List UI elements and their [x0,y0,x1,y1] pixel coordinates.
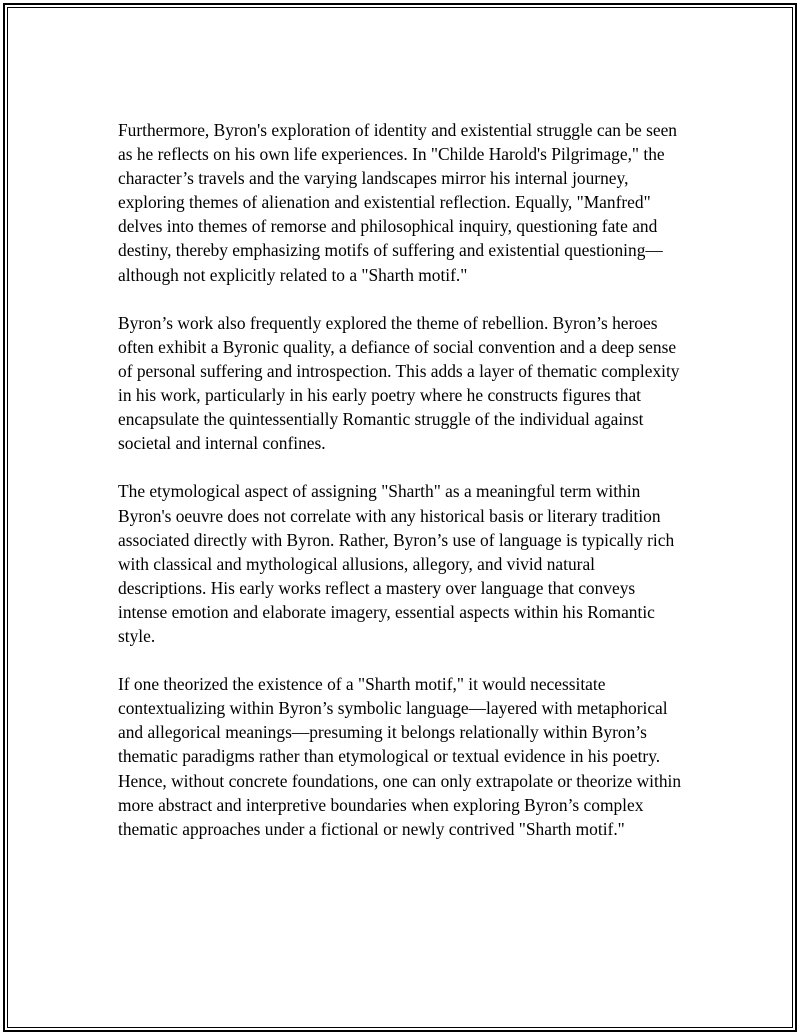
document-body [118,118,686,865]
paragraph-sharth-motif: If one theorized the existence of a "Sharth motif," it would necessitate contextualizing within Byron’s symbolic language—layered with metaphorical and allegorical meanings—presuming it belongs relationally within Byron’s thematic paradigms rather than etymological or textual evidence in his poetry. Hence, without concrete foundations, one can only extrapolate or theorize within more abstract and interpretive boundaries when exploring Byron’s complex thematic approaches under a fictional or newly contrived "Sharth motif." [118,674,682,839]
paragraph-identity-struggle: Furthermore, Byron's exploration of identity and existential struggle can be seen as he reflects on his own life experiences. In "Childe Harold's Pilgrimage," the character’s travels and the varying landscapes mirror his internal journey, exploring themes of alienation and existential reflection. Equally, "Manfred" delves into themes of remorse and philosophical inquiry, questioning fate and destiny, thereby emphasizing motifs of suffering and existential questioning—although not explicitly related to a "Sharth motif." [118,120,678,285]
paragraph-rebellion: Byron’s work also frequently explored the theme of rebellion. Byron’s heroes often exhibit a Byronic quality, a defiance of social convention and a deep sense of personal suffering and introspection. This adds a layer of thematic complexity in his work, particularly in his early poetry where he constructs figures that encapsulate the quintessentially Romantic struggle of the individual against societal and internal confines. [118,312,680,454]
paragraph-etymology: The etymological aspect of assigning "Sharth" as a meaningful term within Byron's oeuvre does not correlate with any historical basis or literary tradition associated directly with Byron. Rather, Byron’s use of language is typically rich with classical and mythological allusions, allegory, and vivid natural descriptions. His early works reflect a mastery over language that conveys intense emotion and elaborate imagery, essential aspects within his Romantic style. [118,481,675,646]
